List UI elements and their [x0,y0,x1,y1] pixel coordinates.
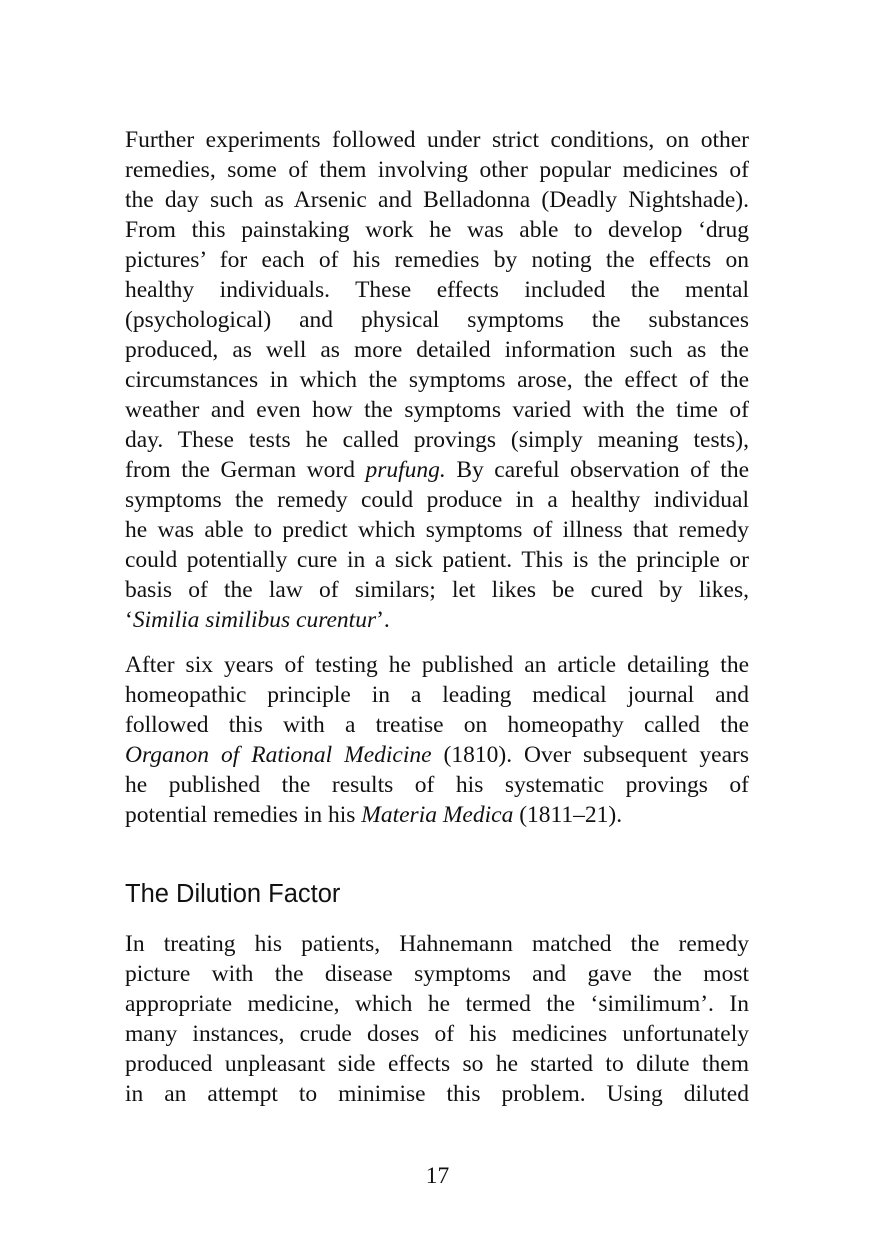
text-segment: symptoms the remedy could produce in a healthy individual [125,487,749,513]
text-segment: from the German word [125,457,366,483]
italic-text: prufung. [365,457,446,483]
text-segment: he was able to predict which symptoms of illness that remedy [125,517,749,543]
page-body [125,125,749,1109]
text-segment: the day such as Arsenic and Belladonna (Deadly Nightshade). [125,187,749,213]
text-line [125,215,749,245]
text-line [125,770,749,800]
text-line [125,395,749,425]
text-line [125,305,749,335]
text-line [125,185,749,215]
paragraph-provings [125,125,749,635]
text-line [125,710,749,740]
text-line [125,155,749,185]
text-segment: ‘ [125,607,133,633]
text-line [125,545,749,575]
text-line [125,455,749,485]
text-line [125,605,749,635]
text-line [125,650,749,680]
text-segment: Further experiments followed under strict conditions, on other [125,127,749,153]
text-segment: In treating his patients, Hahnemann matched the remedy [125,931,749,957]
text-segment: basis of the law of similars; let likes be cured by likes, [125,577,749,603]
text-line [125,275,749,305]
text-line [125,365,749,395]
text-line [125,245,749,275]
text-segment: After six years of testing he published an article detailing the [125,652,749,678]
italic-text: Organon of Rational Medicine [125,742,432,768]
text-segment: remedies, some of them involving other popular medicines of [125,157,749,183]
text-segment: (1811–21). [513,802,623,828]
text-line [125,125,749,155]
text-segment: (1810). Over subsequent years [431,742,750,768]
text-line [125,575,749,605]
text-segment: (psychological) and physical symptoms the substances [125,307,749,333]
text-segment: potential remedies in his [125,802,362,828]
text-segment: produced unpleasant side effects so he started to dilute them [125,1051,749,1077]
text-segment: From this painstaking work he was able to develop ‘drug [125,217,749,243]
italic-text: Materia Medica [361,802,514,828]
text-segment: homeopathic principle in a leading medical journal and [125,682,749,708]
text-segment: produced, as well as more detailed information such as the [125,337,749,363]
page-number: 17 [425,1163,450,1189]
text-segment: could potentially cure in a sick patient. This is the principle or [125,547,749,573]
text-line [125,959,749,989]
text-line [125,335,749,365]
text-segment: picture with the disease symptoms and gave the most [125,961,749,987]
text-segment: followed this with a treatise on homeopathy called the [125,712,749,738]
text-segment: appropriate medicine, which he termed the ‘similimum’. In [125,991,749,1017]
text-line [125,1019,749,1049]
text-segment: By careful observation of the [445,457,749,483]
text-segment: weather and even how the symptoms varied with the time of [125,397,749,423]
text-line [125,740,749,770]
text-line [125,680,749,710]
text-segment: pictures’ for each of his remedies by noting the effects on [125,247,749,273]
text-segment: day. These tests he called provings (simply meaning tests), [125,427,749,453]
text-segment: many instances, crude doses of his medicines unfortunately [125,1021,749,1047]
text-line [125,1049,749,1079]
text-segment: healthy individuals. These effects included the mental [125,277,749,303]
text-line [125,800,749,830]
text-line [125,989,749,1019]
italic-text: Similia similibus curentur [132,607,377,633]
section-heading: The Dilution Factor [125,880,341,908]
text-line [125,485,749,515]
paragraph-publications [125,650,749,830]
paragraph-dilution [125,929,749,1109]
text-segment: circumstances in which the symptoms arose, the effect of the [125,367,749,393]
text-line [125,1079,749,1109]
text-segment: in an attempt to minimise this problem. Using diluted [125,1081,749,1107]
text-line [125,425,749,455]
text-line [125,515,749,545]
text-segment: he published the results of his systematic provings of [125,772,749,798]
text-segment: ’. [376,607,390,633]
text-line [125,929,749,959]
